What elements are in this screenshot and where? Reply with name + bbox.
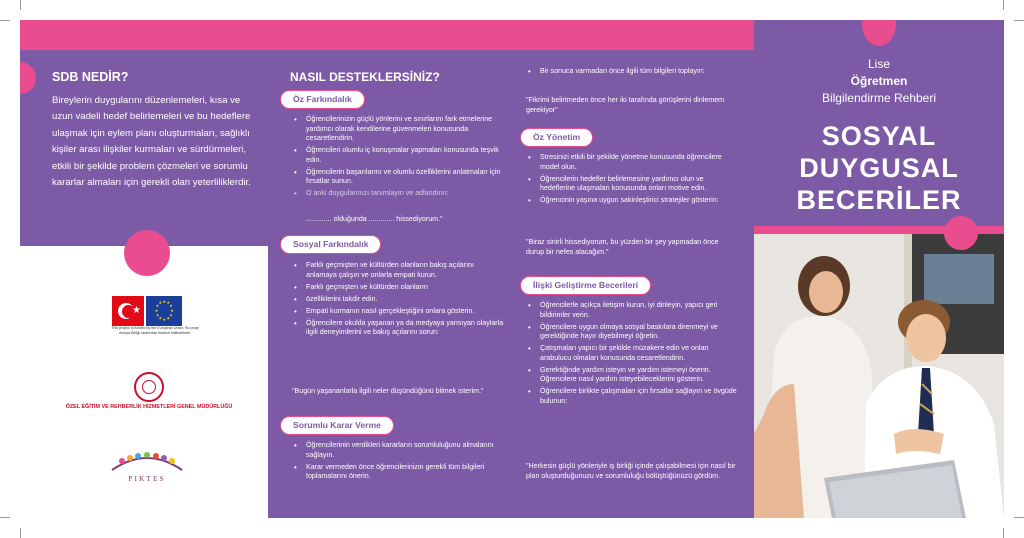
- subsection-label-relationship-skills: İlişki Geliştirme Becerileri: [520, 276, 651, 295]
- svg-text:★: ★: [166, 315, 171, 321]
- partner-flags: [112, 296, 198, 326]
- definition-text: Bireylerin duygularını düzenlemeleri, kısa ve uzun vadeli hedef belirlemeleri ve bu hedeflere ulaşmak için eylem planı oluşturmaları, sağlıklı kişiler arası ilişkiler kurmaları ve sürdürmeleri, etkili bir şekilde problem çözmeleri ve sorumlu kararlar almaları için gerekli olan yeterliliklerdir.: [52, 95, 251, 189]
- cover-title-line: DUYGUSAL: [799, 153, 959, 183]
- list-item: • Stresinizi etkili bir şekilde yönetme konusunda öğrencilere model olun.: [526, 153, 740, 172]
- example-quote: "Herkesin güçlü yönleriyle iş birliği içinde çalışabilmesi için nasıl bir plan oluşturduğunuzu ve sorumluluğu bölüştüğünüzü gördüm.: [526, 462, 736, 480]
- example-quote: "Bugün yaşananlarla ilgili neler düşündüğünü bilmek isterim.": [292, 387, 484, 395]
- list-item: • Öğrencinin yaşına uygun sakinleştirici stratejiler gösterin:: [526, 196, 740, 206]
- section-title: NASIL DESTEKLERSİNİZ?: [290, 70, 440, 84]
- list-item: • Öğrencilerin başarılarını ve olumlu özelliklerini anlatmaları için fırsatlar sunun.: [292, 168, 504, 187]
- list-item: • Çatışmaları yapıcı bir şekilde müzakere edin ve onları arabulucu olmaları konusunda cesaretlendirin.: [526, 344, 740, 363]
- svg-text:★: ★: [169, 312, 173, 318]
- list-item: • özelliklerini takdir edin.: [292, 295, 504, 305]
- svg-text:★: ★: [162, 316, 167, 322]
- cover-panel: [754, 20, 1004, 518]
- svg-text:★: ★: [154, 308, 159, 313]
- list-item: • Öğrencilere uygun olmaya sosyal baskılara direnmeyi ve gerektiğinde hayır diyebilmeyi öğretin.: [526, 323, 740, 342]
- crop-mark: [20, 0, 21, 10]
- list-item: • Farklı geçmişten ve kültürden olanların bakış açılarını anlamaya çalışın ve onlarla empati kurun.: [292, 261, 504, 280]
- decor-circle: [944, 216, 978, 250]
- pink-header-bar: [20, 20, 268, 50]
- crop-mark: [1003, 0, 1004, 10]
- cover-subtitle-line: Öğretmen: [850, 74, 908, 88]
- subsection-label-social-awareness: Sosyal Farkındalık: [280, 235, 381, 254]
- panel-what-is-sdb: [20, 20, 268, 518]
- responsible-decision-list: [292, 441, 504, 484]
- list-item: • Farklı geçmişten ve kültürden olanların: [292, 283, 504, 293]
- fill-in-sentence: ............. olduğunda ............. hissediyorum.": [306, 215, 443, 223]
- section-title: SDB NEDİR?: [52, 70, 129, 84]
- crop-mark: [1014, 517, 1024, 518]
- list-item: • Öğrencileri olumlu iç konuşmalar yapmaları konusunda teşvik edin.: [292, 146, 504, 165]
- subsection-label-self-management: Öz Yönetim: [520, 128, 593, 147]
- info-gathering-list: [526, 67, 738, 79]
- cover-title-line: SOSYAL: [821, 121, 937, 151]
- crop-mark: [0, 20, 10, 21]
- crop-mark: [20, 528, 21, 538]
- panel-how-to-support: [268, 20, 512, 518]
- svg-text:★: ★: [155, 312, 160, 318]
- example-quote: "Biraz sinirli hissediyorum, bu yüzden bir şey yapmadan önce durup bir nefes alacağım.": [526, 238, 719, 256]
- eu-funding-note: This project is funded by the European Union. Bu proje Avrupa Birliği tarafından finanse edilmektedir.: [111, 326, 199, 335]
- ministry-logo-icon: [134, 372, 164, 402]
- list-item: • Öğrencilere birlikte çalışmaları için fırsatlar sağlayın ve övgüde bulunun:: [526, 387, 740, 406]
- crop-mark: [1014, 20, 1024, 21]
- list-item: • Öğrencilerin hedefler belirlemesine yardımcı olun ve hedeflerine ulaşmaları konusunda onları motive edin.: [526, 175, 740, 194]
- svg-text:★: ★: [155, 303, 160, 309]
- list-item: • Öğrencilerinin verdikleri kararların sorumluluğunu almalarını sağlayın.: [292, 441, 504, 460]
- social-awareness-list: [292, 261, 504, 340]
- classroom-photo: [754, 234, 1004, 518]
- list-item: • Gerektiğinde yardım isteyin ve yardım istemeyi önerin. Öğrencilere nasıl yardım isteyebileceklerini gösterin.: [526, 366, 740, 385]
- piktes-wordmark: PIKTES: [128, 474, 166, 483]
- pink-header-bar: [268, 20, 512, 50]
- decor-circle: [124, 230, 170, 276]
- list-item: • Öğrencilerle açıkça iletişim kurun, iyi dinleyin, yapıcı geri bildirimler verin.: [526, 301, 740, 320]
- panel-how-to-support-cont: [512, 20, 754, 518]
- svg-text:★: ★: [169, 303, 173, 309]
- subsection-label-self-awareness: Öz Farkındalık: [280, 90, 365, 109]
- ministry-name: ÖZEL EĞİTİM VE REHBERLİK HİZMETLERİ GENEL MÜDÜRLÜĞÜ: [65, 404, 233, 410]
- cover-title-line: BECERİLER: [796, 185, 962, 215]
- subsection-label-responsible-decision: Sorumlu Karar Verme: [280, 416, 394, 435]
- list-item: • Öğrencilere okulda yaşanan ya da medyaya yansıyan olaylarla ilgili deneyimlerini ve bakış açılarını sorun:: [292, 319, 504, 338]
- list-item: • O anki duygularınızı tanımlayın ve adlandırın:: [292, 189, 504, 199]
- cover-subtitle-line: Lise: [867, 57, 890, 71]
- list-item: • Karar vermeden önce öğrencilerinizin gerekli tüm bilgileri toplamalarını önerin.: [292, 463, 504, 482]
- turkey-flag-icon: ★: [112, 296, 144, 326]
- relationship-skills-list: [526, 301, 740, 409]
- piktes-logo-icon: [108, 450, 186, 472]
- crop-mark: [0, 517, 10, 518]
- list-item: • Öğrencilerinizin güçlü yönlerini ve sınırlarını fark etmelerine yardımcı olarak kendilerine güvenmeleri konusunda cesaretlendirin.: [292, 115, 504, 144]
- svg-text:★: ★: [158, 300, 163, 306]
- svg-text:★: ★: [170, 308, 174, 313]
- list-item: • Bir sonuca varmadan önce ilgili tüm bilgileri toplayın:: [526, 67, 738, 77]
- svg-text:★: ★: [158, 315, 163, 321]
- svg-text:★: ★: [166, 300, 171, 306]
- pink-header-bar: [512, 20, 754, 50]
- svg-text:★: ★: [162, 299, 167, 304]
- example-quote: "Fikrimi belirtmeden önce her iki tarafında görüşlerini dinlemem gerekiyor": [526, 96, 725, 114]
- self-awareness-list: [292, 115, 504, 201]
- cover-subtitle-line: Bilgilendirme Rehberi: [821, 91, 937, 105]
- self-management-list: [526, 153, 740, 208]
- list-item: • Empati kurmanın nasıl gerçekleştiğini onlara gösterin.: [292, 307, 504, 317]
- eu-flag-icon: [146, 296, 182, 326]
- crop-mark: [1003, 528, 1004, 538]
- decor-circle: [862, 20, 896, 46]
